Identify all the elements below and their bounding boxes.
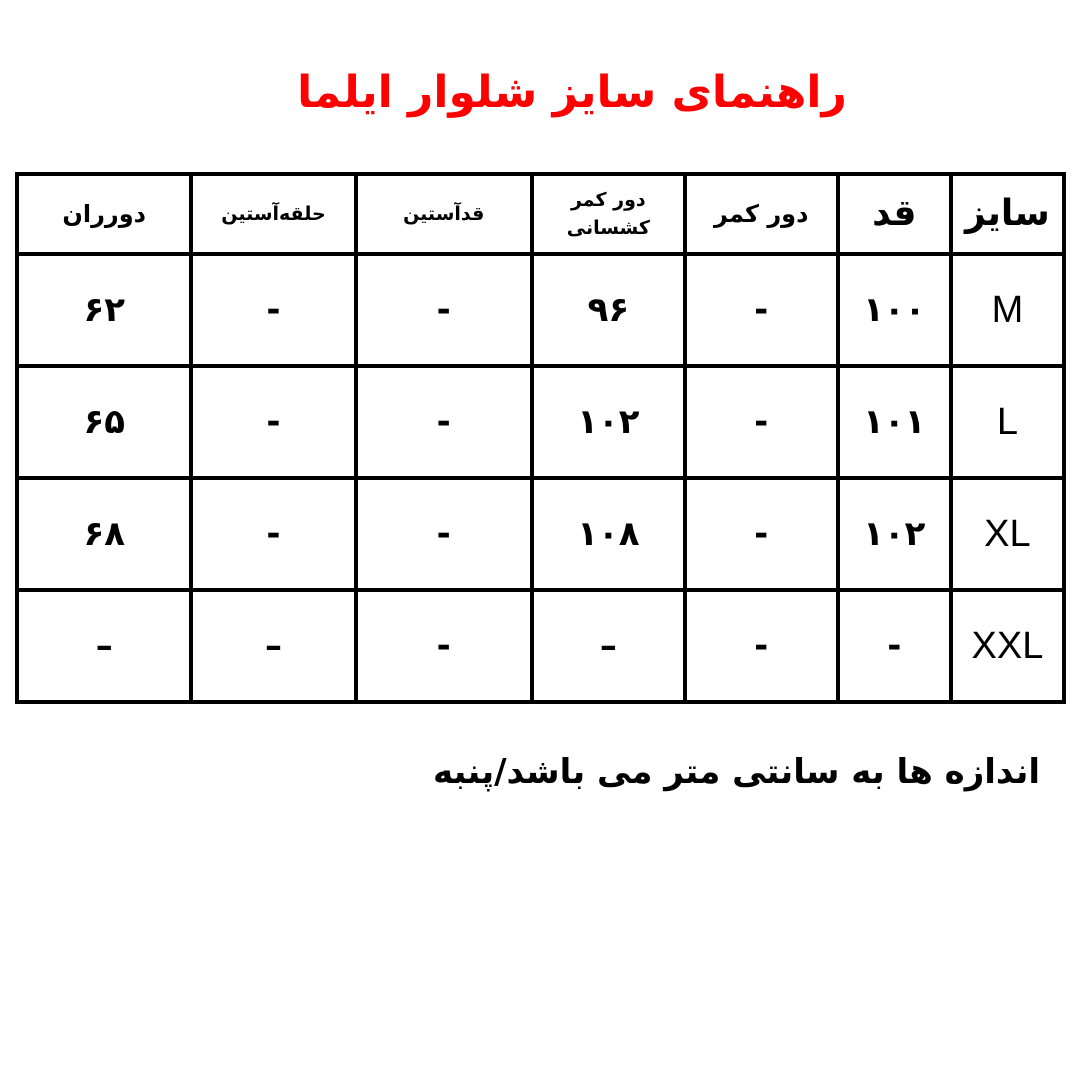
table-row: [17, 254, 1064, 366]
header-size: سایز: [951, 174, 1064, 254]
table-cell: ۶۵: [17, 366, 191, 478]
table-cell: -: [356, 366, 532, 478]
size-guide-table: [15, 172, 1066, 704]
table-cell: ۱۰۰: [838, 254, 951, 366]
table-cell: ۱۰۲: [532, 366, 685, 478]
table-cell: ۹۶: [532, 254, 685, 366]
table-header-row: [17, 174, 1064, 254]
header-armhole: حلقه‌آستین: [191, 174, 355, 254]
header-sleeve-length: قدآستین: [356, 174, 532, 254]
table-cell: ۶۲: [17, 254, 191, 366]
table-cell: ۱۰۱: [838, 366, 951, 478]
table-cell: ۱۰۲: [838, 478, 951, 590]
table-cell: –: [532, 590, 685, 702]
table-cell: –: [17, 590, 191, 702]
table-cell: –: [191, 590, 355, 702]
table-cell: -: [191, 254, 355, 366]
table-row: [17, 366, 1064, 478]
table-cell: -: [356, 590, 532, 702]
table-cell: XXL: [951, 590, 1064, 702]
table-cell: -: [685, 478, 838, 590]
table-cell: -: [356, 478, 532, 590]
table-cell: L: [951, 366, 1064, 478]
table-cell: M: [951, 254, 1064, 366]
header-elastic-waist: دور کمر کشسانی: [532, 174, 685, 254]
table-cell: -: [685, 366, 838, 478]
table-cell: -: [685, 590, 838, 702]
table-cell: XL: [951, 478, 1064, 590]
header-length: قد: [838, 174, 951, 254]
page-title: راهنمای سایز شلوار ایلما: [297, 67, 847, 118]
table-cell: ۱۰۸: [532, 478, 685, 590]
table-row: [17, 478, 1064, 590]
table-row: [17, 590, 1064, 702]
table-cell: -: [191, 478, 355, 590]
table-cell: -: [838, 590, 951, 702]
header-waist: دور کمر: [685, 174, 838, 254]
table-cell: -: [356, 254, 532, 366]
table-cell: -: [685, 254, 838, 366]
measurement-note: اندازه ها به سانتی متر می باشد/پنبه: [432, 752, 1040, 792]
table-cell: -: [191, 366, 355, 478]
header-thigh: دورران: [17, 174, 191, 254]
table-cell: ۶۸: [17, 478, 191, 590]
